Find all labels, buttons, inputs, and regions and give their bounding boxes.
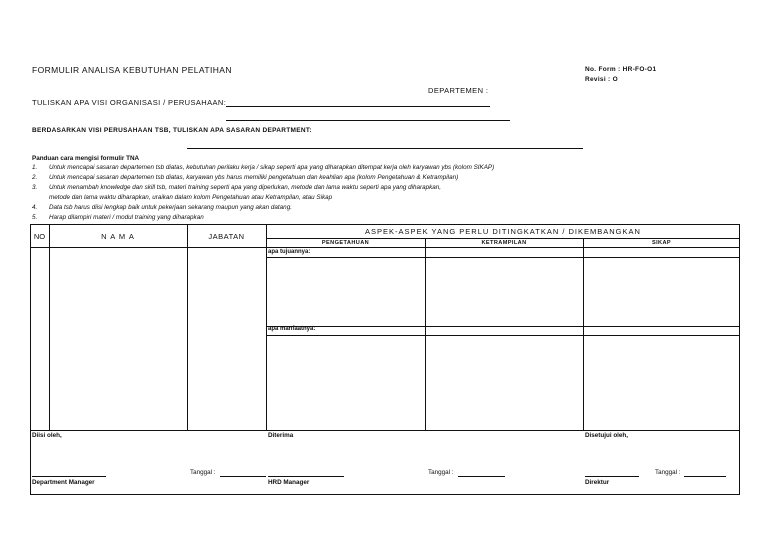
nama-cell[interactable]: [50, 248, 187, 430]
col-aspek-header: ASPEK-ASPEK YANG PERLU DITINGKATKAN / DIKEMBANGKAN: [365, 227, 641, 236]
row-manfaat-label: apa manfaatnya:: [268, 326, 316, 332]
disetujui-label: Disetujui oleh,: [585, 432, 629, 439]
hrd-manager-label: HRD Manager: [268, 479, 310, 486]
diterima-label: Diterima: [268, 432, 294, 439]
guide-title: Panduan cara mengisi formulir TNA: [32, 155, 140, 162]
tanggal-1-line[interactable]: [220, 476, 266, 477]
pengetahuan-tujuan-cell[interactable]: [267, 258, 425, 326]
col-no-header: NO: [33, 232, 46, 241]
direktur-label: Direktur: [585, 479, 610, 486]
tanggal-2-label: Tanggal :: [428, 469, 454, 476]
departemen-label: DEPARTEMEN :: [428, 86, 489, 95]
sikap-tujuan-cell[interactable]: [584, 258, 739, 326]
guide-item-3-no: 3.: [32, 184, 38, 191]
pengetahuan-manfaat-cell[interactable]: [267, 336, 425, 430]
sikap-manfaat-cell[interactable]: [584, 336, 739, 430]
visi-line-2[interactable]: [226, 120, 510, 121]
form-title: FORMULIR ANALISA KEBUTUHAN PELATIHAN: [32, 65, 232, 75]
sub-ketrampilan-header: KETRAMPILAN: [481, 240, 527, 246]
guide-item-4-no: 4.: [32, 204, 38, 211]
tanggal-2-line[interactable]: [458, 476, 505, 477]
jabatan-cell[interactable]: [188, 248, 266, 430]
revision-number: Revisi : O: [585, 76, 618, 83]
guide-item-5-no: 5.: [32, 214, 38, 221]
guide-item-1-no: 1.: [32, 164, 38, 171]
row-tujuan-label: apa tujuannya:: [268, 249, 311, 255]
no-cell[interactable]: [31, 248, 49, 430]
col-jabatan-header: JABATAN: [208, 232, 245, 241]
guide-item-5: Harap dilampiri materi / modul training yang diharapkan: [49, 214, 204, 221]
tanggal-1-label: Tanggal :: [190, 469, 216, 476]
sub-sikap-header: SIKAP: [651, 240, 672, 246]
guide-item-4: Data tsb harus diisi lengkap baik untuk pekerjaan sekarang maupun yang akan datang.: [49, 204, 292, 211]
form-number: No. Form : HR-FO-O1: [585, 66, 657, 73]
dept-manager-label: Department Manager: [32, 479, 95, 486]
signature-line-hrd[interactable]: [268, 476, 344, 477]
signature-line-dept[interactable]: [32, 476, 106, 477]
visi-label: TULISKAN APA VISI ORGANISASI / PERUSAHAAN:: [32, 98, 227, 107]
guide-item-3-cont: metode dan lama waktu diharapkan, uraikan dalam kolom Pengetahuan atau Ketrampilan, atau Sikap: [49, 194, 333, 201]
signature-line-direktur[interactable]: [585, 476, 639, 477]
guide-item-2: Untuk mencapai sasaran departemen tsb diatas, karyawan ybs harus memiliki pengetahuan dan keahlian apa (kolom Pengetahuan & Ketrampilan): [49, 174, 459, 181]
guide-item-3: Untuk menambah knowledge dan skill tsb, materi training seperti apa yang diperlukan, metode dan lama waktu seperti apa yang diharapkan,: [49, 184, 442, 191]
sub-pengetahuan-header: PENGETAHUAN: [321, 240, 370, 246]
guide-item-1: Untuk mencapai sasaran departemen tsb diatas, kebutuhan perilaku kerja / sikap seperti apa yang diharapkan ditempat kerja oleh karyawan ybs (kolom SIKAP): [49, 164, 495, 171]
visi-line-1[interactable]: [226, 106, 490, 107]
guide-item-2-no: 2.: [32, 174, 38, 181]
sasaran-label: BERDASARKAN VISI PERUSAHAAN TSB, TULISKAN APA SASARAN DEPARTMENT:: [32, 127, 312, 134]
col-nama-header: N A M A: [101, 232, 135, 241]
ketrampilan-tujuan-cell[interactable]: [426, 258, 583, 326]
sasaran-line[interactable]: [187, 148, 583, 149]
tanggal-3-line[interactable]: [684, 476, 726, 477]
tanggal-3-label: Tanggal :: [655, 469, 681, 476]
diisi-oleh-label: Diisi oleh,: [32, 432, 62, 439]
ketrampilan-manfaat-cell[interactable]: [426, 336, 583, 430]
